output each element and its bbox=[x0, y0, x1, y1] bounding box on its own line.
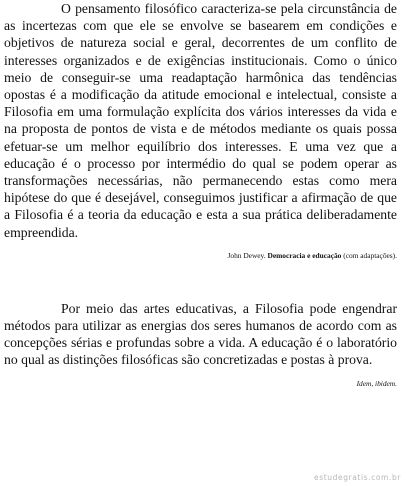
citation-2: Idem, ibidem. bbox=[356, 378, 397, 388]
citation-work-title: Democracia e educação bbox=[267, 250, 342, 260]
paragraph-2: Por meio das artes educativas, a Filosofia pode engendrar métodos para utilizar as energias dos seres humanos de acordo com as concepções sérias e profundas sobre a vida. A educação é o laboratório no qual as distinções filosóficas são concretizadas e postas à prova. bbox=[4, 300, 397, 368]
watermark: estudegratis.com.br bbox=[314, 473, 401, 482]
paragraph-1: O pensamento filosófico caracteriza-se pela circunstância de as incertezas com que ele se envolve se basearem em condições e objetivos de natureza social e geral, decorrentes de um conflito de interesses organizados e de exigências institucionais. Como o único meio de conseguir-se uma readaptação harmônica das tendências opostas é a modificação da atitude emocional e intelectual, consiste a Filosofia em uma formulação explícita dos vários interesses da vida e na proposta de pontos de vista e de métodos mediante os quais possa efetuar-se um melhor equilíbrio dos interesses. E uma vez que a educação é o processo por intermédio do qual se podem operar as transformações necessárias, não permanecendo estas como mera hipótese do que é desejável, conseguimos justificar a afirmação de que a Filosofia é a teoria da educação e esta a sua prática deliberadamente empreendida. bbox=[4, 1, 397, 240]
citation-note: (com adaptações). bbox=[343, 250, 397, 260]
citation-1 bbox=[4, 251, 397, 261]
document-body bbox=[4, 0, 397, 389]
citation-author: John Dewey. bbox=[227, 250, 266, 260]
